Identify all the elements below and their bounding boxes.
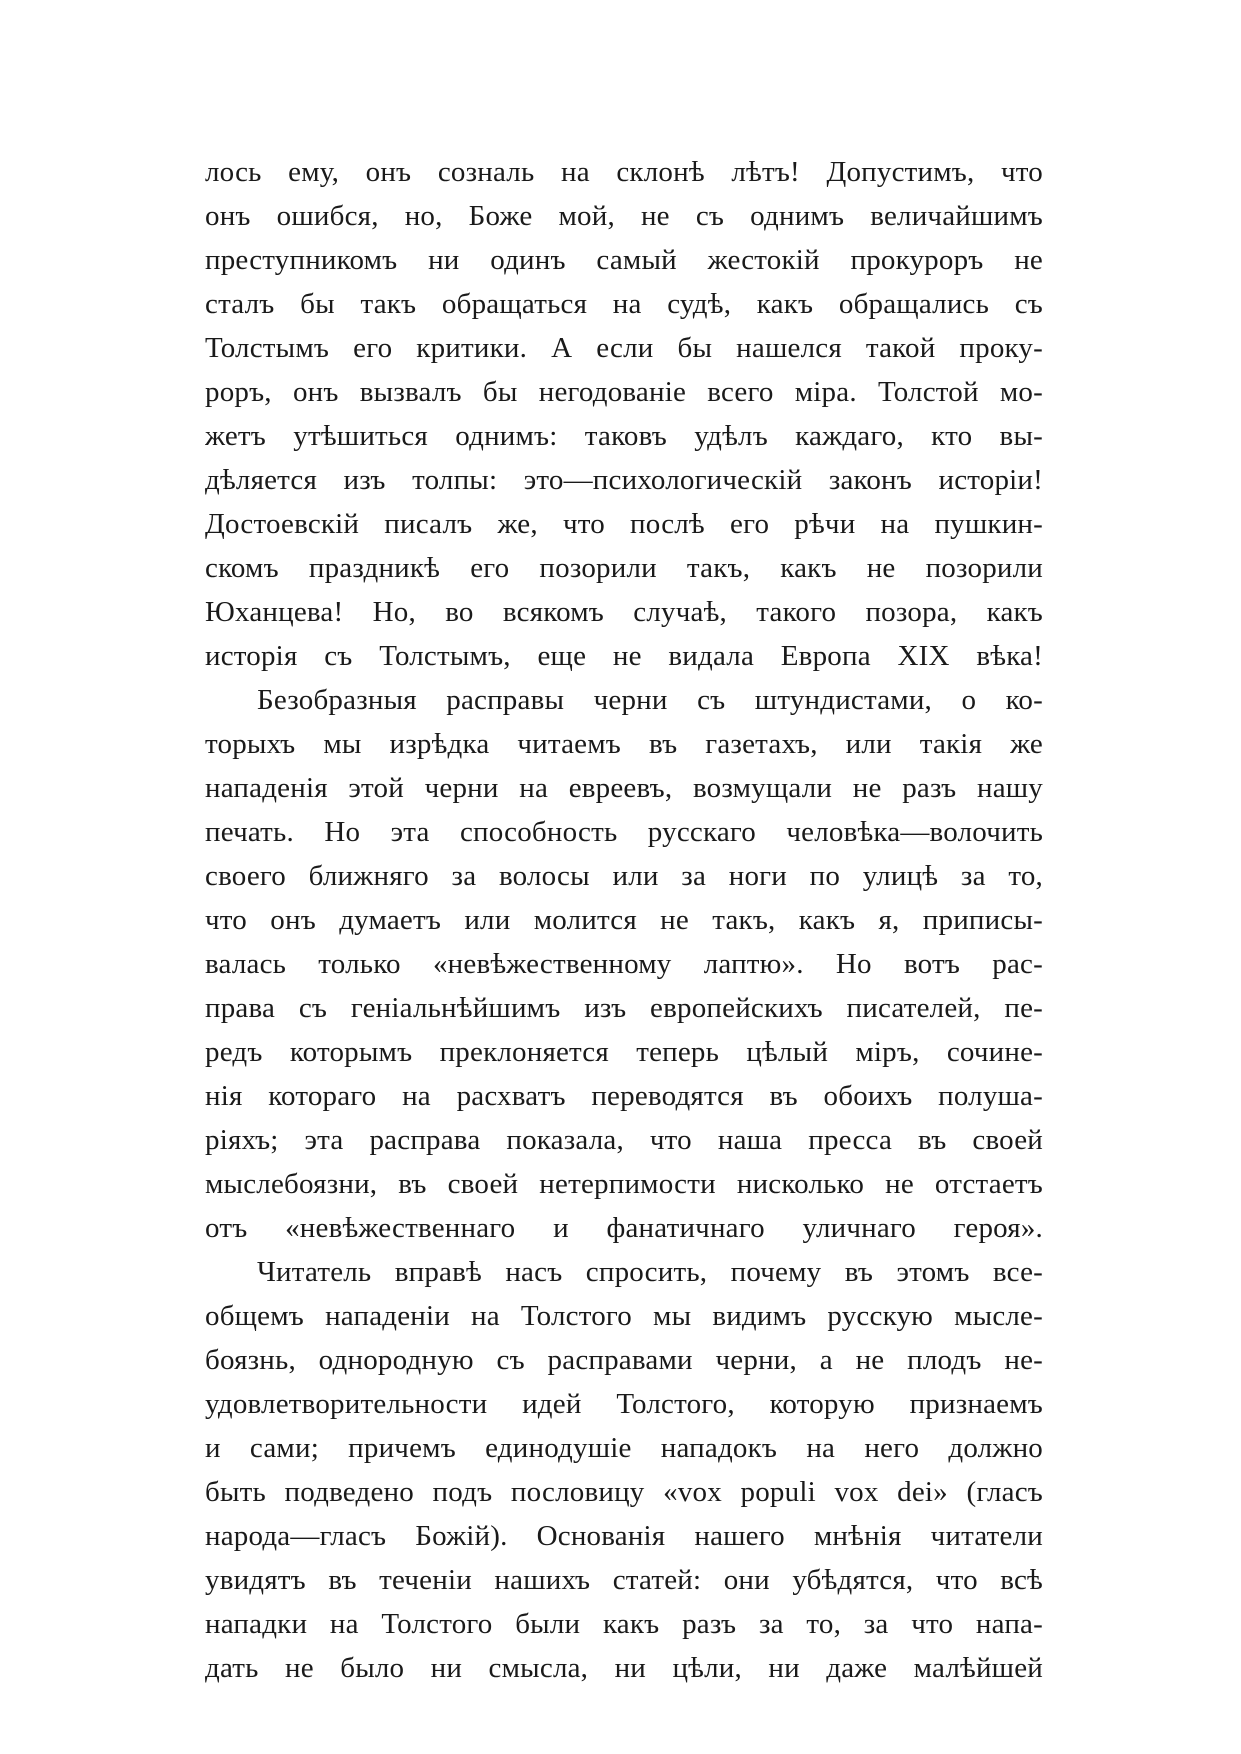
text-line: печать. Но эта способность русскаго человѣка—волочить [205, 816, 1043, 848]
text-line: валась только «невѣжественному лаптю». Но вотъ рас- [205, 948, 1043, 980]
text-line: общемъ нападеніи на Толстого мы видимъ русскую мысле- [205, 1300, 1043, 1332]
text-line: нія котораго на расхватъ переводятся въ обоихъ полуша- [205, 1080, 1043, 1112]
text-line: онъ ошибся, но, Боже мой, не съ однимъ величайшимъ [205, 200, 1043, 232]
text-line: жетъ утѣшиться однимъ: таковъ удѣлъ каждаго, кто вы- [205, 420, 1043, 452]
text-line: и сами; причемъ единодушіе нападокъ на него должно [205, 1432, 1043, 1464]
text-line: ріяхъ; эта расправа показала, что наша пресса въ своей [205, 1124, 1043, 1156]
text-line: что онъ думаетъ или молится не такъ, какъ я, приписы- [205, 904, 1043, 936]
text-line: сталъ бы такъ обращаться на судѣ, какъ обращались съ [205, 288, 1043, 320]
text-line: увидятъ въ теченіи нашихъ статей: они убѣдятся, что всѣ [205, 1564, 1043, 1596]
paragraph-start-line: Безобразныя расправы черни съ штундистами, о ко- [257, 684, 1043, 716]
text-line: своего ближняго за волосы или за ноги по улицѣ за то, [205, 860, 1043, 892]
text-line: нападенія этой черни на евреевъ, возмущали не разъ нашу [205, 772, 1043, 804]
body-text [205, 150, 1043, 1690]
paragraph-start-line: Читатель вправѣ насъ спросить, почему въ этомъ все- [257, 1256, 1043, 1288]
text-line: боязнь, однородную съ расправами черни, а не плодъ не- [205, 1344, 1043, 1376]
text-line: права съ геніальнѣйшимъ изъ европейскихъ писателей, пе- [205, 992, 1043, 1024]
text-line: мыслебоязни, въ своей нетерпимости нисколько не отстаетъ [205, 1168, 1043, 1200]
text-line: преступникомъ ни одинъ самый жестокій прокуроръ не [205, 244, 1043, 276]
text-line: торыхъ мы изрѣдка читаемъ въ газетахъ, или такія же [205, 728, 1043, 760]
text-line: быть подведено подъ пословицу «vox populi vox dei» (гласъ [205, 1476, 1043, 1508]
text-line: удовлетворительности идей Толстого, которую признаемъ [205, 1388, 1043, 1420]
text-line: дать не было ни смысла, ни цѣли, ни даже малѣйшей [205, 1652, 1043, 1684]
text-line: роръ, онъ вызвалъ бы негодованіе всего міра. Толстой мо- [205, 376, 1043, 408]
text-line: скомъ праздникѣ его позорили такъ, какъ не позорили [205, 552, 1043, 584]
text-line: Толстымъ его критики. А если бы нашелся такой проку- [205, 332, 1043, 364]
text-line: Достоевскій писалъ же, что послѣ его рѣчи на пушкин- [205, 508, 1043, 540]
text-line: лось ему, онъ созналь на склонѣ лѣтъ! Допустимъ, что [205, 156, 1043, 188]
text-line: Юханцева! Но, во всякомъ случаѣ, такого позора, какъ [205, 596, 1043, 628]
text-line: народа—гласъ Божій). Основанія нашего мнѣнія читатели [205, 1520, 1043, 1552]
text-line: исторія съ Толстымъ, еще не видала Европа XIX вѣка! [205, 640, 1043, 672]
text-line: нападки на Толстого были какъ разъ за то, за что напа- [205, 1608, 1043, 1640]
text-line: редъ которымъ преклоняется теперь цѣлый міръ, сочине- [205, 1036, 1043, 1068]
text-line: дѣляется изъ толпы: это—психологическій законъ исторіи! [205, 464, 1043, 496]
text-line: отъ «невѣжественнаго и фанатичнаго уличнаго героя». [205, 1212, 1043, 1244]
